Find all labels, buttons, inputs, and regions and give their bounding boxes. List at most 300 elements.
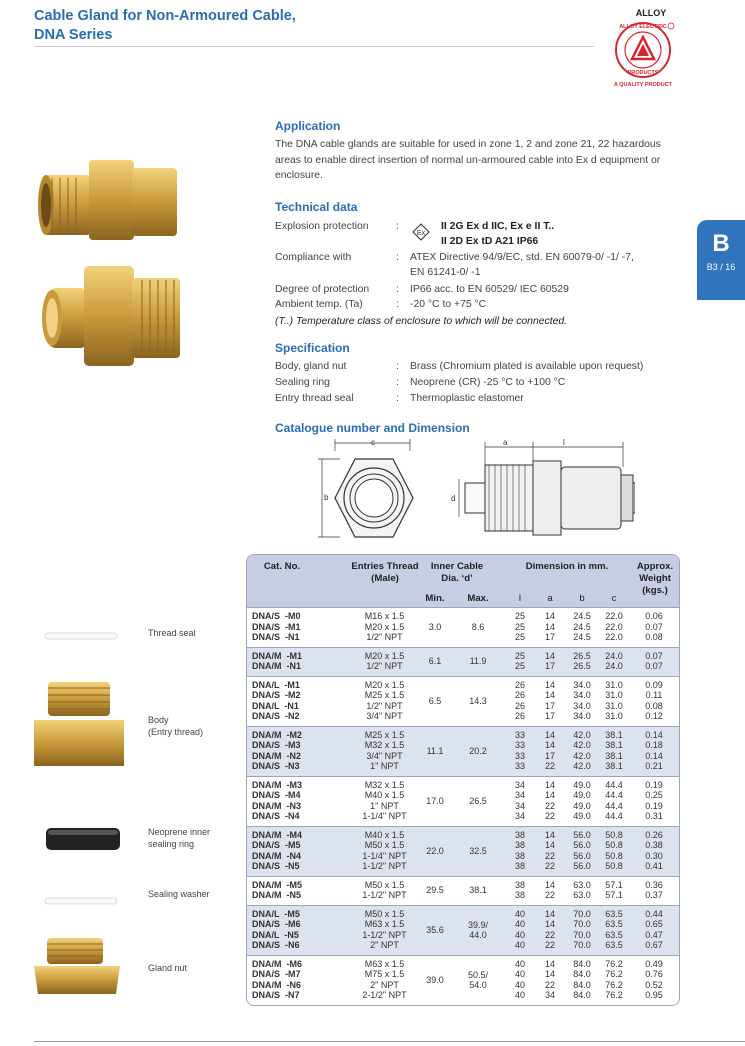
svg-text:Ex: Ex	[416, 230, 426, 237]
weight-cell: 0.41	[645, 861, 663, 871]
thread-cell: 1/2" NPT	[366, 661, 403, 671]
cat-no-cell: DNA/S -M5	[252, 840, 301, 850]
dim-l-cell: 38	[514, 890, 525, 900]
dim-a-cell: 14	[544, 779, 555, 790]
dim-l-cell: 34	[514, 790, 525, 800]
dim-c-cell: 31.0	[605, 711, 623, 721]
header-l: l	[518, 593, 522, 604]
dim-a-cell: 14	[544, 969, 555, 979]
dim-b-cell: 56.0	[573, 850, 591, 861]
seal-value: Thermoplastic elastomer	[410, 393, 524, 404]
table-group	[247, 726, 679, 776]
title-line-1: Cable Gland for Non-Armoured Cable,	[34, 8, 296, 24]
part-label-line: Body	[148, 715, 169, 725]
title-line-2: DNA Series	[34, 27, 113, 43]
dim-c-cell: 44.4	[605, 790, 623, 800]
max-dia-cell: 20.2	[469, 745, 487, 756]
dim-a-cell: 22	[544, 979, 555, 990]
part-label-neoprene	[148, 826, 210, 850]
weight-cell: 0.76	[645, 969, 663, 979]
dim-c-cell: 50.8	[605, 850, 623, 861]
dim-c-cell: 63.5	[605, 940, 623, 950]
dim-c-cell: 50.8	[605, 840, 623, 850]
weight-cell: 0.26	[645, 829, 663, 840]
weight-cell: 0.95	[645, 990, 663, 1000]
dim-c-cell: 22.0	[605, 611, 623, 621]
part-label-line: (Entry thread)	[148, 727, 204, 737]
dim-c-cell: 76.2	[605, 990, 623, 1000]
max-dia-cell-2: 44.0	[469, 929, 487, 940]
sealing-washer-image	[44, 893, 118, 911]
weight-cell: 0.14	[645, 750, 663, 761]
application-line: enclosure.	[275, 170, 323, 181]
cat-no-cell: DNA/S -N6	[252, 940, 300, 950]
colon: :	[396, 252, 399, 263]
weight-cell: 0.14	[645, 729, 663, 740]
thread-cell: 1-1/4" NPT	[362, 850, 407, 861]
dim-label-a: a	[503, 438, 508, 447]
dim-b-cell: 56.0	[573, 829, 591, 840]
thread-cell: M50 x 1.5	[364, 840, 405, 850]
table-row	[247, 761, 679, 772]
dim-l-cell: 26	[514, 690, 525, 700]
max-dia-cell: 26.5	[469, 795, 487, 806]
table-row	[247, 711, 679, 722]
dim-b-cell: 26.5	[573, 661, 591, 671]
dim-c-cell: 22.0	[605, 632, 623, 642]
thread-cell: 2" NPT	[370, 979, 399, 990]
dim-c-cell: 38.1	[605, 729, 623, 740]
header-weight-1: Approx.	[636, 561, 674, 572]
dim-b-cell: 24.5	[573, 632, 591, 642]
table-row	[247, 632, 679, 643]
dim-l-cell: 25	[514, 661, 525, 671]
cat-no-cell: DNA/L -M1	[252, 679, 300, 690]
dim-c-cell: 31.0	[605, 700, 623, 711]
cat-no-cell: DNA/M -N3	[252, 800, 301, 811]
temperature-note: (T..) Temperature class of enclosure to which will be connected.	[275, 316, 568, 327]
dim-c-cell: 38.1	[605, 761, 623, 771]
title-divider	[34, 46, 594, 47]
weight-cell: 0.07	[645, 621, 663, 632]
thread-cell: 1" NPT	[370, 761, 399, 771]
dim-b-cell: 49.0	[573, 790, 591, 800]
dim-b-cell: 24.5	[573, 621, 591, 632]
table-group	[247, 876, 679, 905]
header-max: Max.	[467, 593, 489, 604]
gland-photo-top	[34, 150, 194, 255]
table-group	[247, 647, 679, 676]
table-group	[247, 826, 679, 876]
dim-b-cell: 56.0	[573, 840, 591, 850]
dim-b-cell: 84.0	[573, 990, 591, 1000]
dim-c-cell: 22.0	[605, 621, 623, 632]
dim-l-cell: 26	[514, 679, 525, 690]
dim-a-cell: 34	[544, 990, 555, 1000]
weight-cell: 0.65	[645, 919, 663, 929]
cat-no-cell: DNA/M -M5	[252, 879, 302, 890]
dim-l-cell: 33	[514, 729, 525, 740]
dim-a-cell: 22	[544, 811, 555, 821]
thread-cell: M40 x 1.5	[364, 790, 405, 800]
weight-cell: 0.37	[645, 890, 663, 900]
weight-cell: 0.67	[645, 940, 663, 950]
weight-cell: 0.38	[645, 840, 663, 850]
cat-no-cell: DNA/L -M5	[252, 908, 300, 919]
thread-cell: M20 x 1.5	[364, 650, 405, 661]
table-group	[247, 676, 679, 726]
thread-cell: M25 x 1.5	[364, 729, 405, 740]
thread-cell: M63 x 1.5	[364, 919, 405, 929]
technical-heading: Technical data	[275, 200, 358, 214]
dim-c-cell: 31.0	[605, 679, 623, 690]
dim-l-cell: 26	[514, 700, 525, 711]
dim-b-cell: 34.0	[573, 690, 591, 700]
dim-a-cell: 17	[544, 711, 555, 721]
table-row	[247, 959, 679, 970]
front-view-drawing	[310, 437, 440, 552]
dim-a-cell: 22	[544, 850, 555, 861]
table-header	[247, 555, 679, 607]
thread-cell: 1/2" NPT	[366, 700, 403, 711]
dim-label-b: b	[324, 493, 329, 502]
technical-data-list	[275, 221, 695, 341]
dim-c-cell: 38.1	[605, 740, 623, 750]
dim-b-cell: 63.0	[573, 879, 591, 890]
dim-a-cell: 14	[544, 919, 555, 929]
header-a: a	[547, 593, 553, 604]
dim-b-cell: 84.0	[573, 958, 591, 969]
dim-b-cell: 70.0	[573, 929, 591, 940]
table-row	[247, 730, 679, 741]
weight-cell: 0.49	[645, 958, 663, 969]
thread-cell: 1-1/2" NPT	[362, 890, 407, 900]
cat-no-cell: DNA/M -N2	[252, 750, 301, 761]
table-group	[247, 607, 679, 647]
dim-a-cell: 14	[544, 679, 555, 690]
max-dia-cell: 50.5/	[467, 969, 489, 980]
section-tab-letter: B	[712, 230, 730, 257]
logo-ring-bottom: PRODUCTS	[627, 70, 659, 76]
table-row	[247, 990, 679, 1001]
min-dia-cell: 35.6	[426, 924, 444, 935]
thread-cell: M25 x 1.5	[364, 690, 405, 700]
dim-b-cell: 24.5	[573, 611, 591, 621]
explosion-label: Explosion protection	[275, 221, 369, 232]
dim-c-cell: 57.1	[605, 879, 623, 890]
header-inner-2: Dia. ‘d’	[441, 573, 473, 584]
thread-cell: M50 x 1.5	[364, 908, 405, 919]
application-text	[275, 137, 687, 184]
table-row	[247, 811, 679, 822]
dim-b-cell: 42.0	[573, 740, 591, 750]
min-dia-cell: 6.5	[428, 695, 442, 706]
body-image	[28, 680, 128, 785]
colon: :	[396, 393, 399, 404]
dim-c-cell: 24.0	[605, 661, 623, 671]
logo-ring-top: ALLOY ELECTRIC	[619, 24, 667, 30]
dim-a-cell: 14	[544, 840, 555, 850]
header-weight-3: (kgs.)	[642, 585, 668, 596]
header-thread-2: (Male)	[371, 573, 399, 584]
dim-c-cell: 76.2	[605, 958, 623, 969]
dim-a-cell: 22	[544, 800, 555, 811]
cat-no-cell: DNA/S -M2	[252, 690, 301, 700]
weight-cell: 0.31	[645, 811, 663, 821]
table-row	[247, 830, 679, 841]
thread-cell: M32 x 1.5	[364, 740, 405, 750]
section-tab	[697, 220, 745, 300]
dim-a-cell: 22	[544, 890, 555, 900]
dim-b-cell: 70.0	[573, 940, 591, 950]
weight-cell: 0.19	[645, 779, 663, 790]
cat-no-cell: DNA/S -N1	[252, 632, 300, 642]
max-dia-cell: 38.1	[469, 885, 487, 895]
body-label: Body, gland nut	[275, 361, 347, 372]
thread-cell: M40 x 1.5	[364, 829, 405, 840]
thread-cell: M32 x 1.5	[364, 779, 405, 790]
dim-b-cell: 84.0	[573, 969, 591, 979]
weight-cell: 0.07	[645, 650, 663, 661]
dim-a-cell: 17	[544, 750, 555, 761]
dim-c-cell: 24.0	[605, 650, 623, 661]
cat-no-cell: DNA/S -M0	[252, 611, 301, 621]
ambient-value: -20 °C to +75 °C	[410, 299, 487, 310]
table-group	[247, 905, 679, 955]
dim-a-cell: 22	[544, 761, 555, 771]
dim-l-cell: 38	[514, 829, 525, 840]
dim-a-cell: 22	[544, 929, 555, 940]
dim-c-cell: 63.5	[605, 908, 623, 919]
colon: :	[396, 221, 399, 232]
cat-no-cell: DNA/M -N1	[252, 661, 301, 671]
dim-b-cell: 34.0	[573, 711, 591, 721]
dim-a-cell: 14	[544, 611, 555, 621]
cat-no-cell: DNA/M -M3	[252, 779, 302, 790]
table-group	[247, 776, 679, 826]
dim-b-cell: 42.0	[573, 750, 591, 761]
dim-a-cell: 14	[544, 908, 555, 919]
min-dia-cell: 39.0	[426, 974, 444, 985]
dim-a-cell: 17	[544, 700, 555, 711]
bottom-divider	[34, 1041, 745, 1042]
max-dia-cell: 14.3	[469, 695, 487, 706]
dim-l-cell: 40	[514, 908, 525, 919]
dim-b-cell: 34.0	[573, 700, 591, 711]
side-view-drawing	[445, 437, 635, 552]
cat-no-cell: DNA/S -M3	[252, 740, 301, 750]
dim-l-cell: 40	[514, 969, 525, 979]
ring-value: Neoprene (CR) -25 °C to +100 °C	[410, 377, 566, 388]
dim-a-cell: 17	[544, 661, 555, 671]
dim-l-cell: 40	[514, 940, 525, 950]
dim-a-cell: 14	[544, 740, 555, 750]
dim-b-cell: 26.5	[573, 650, 591, 661]
dim-b-cell: 70.0	[573, 919, 591, 929]
weight-cell: 0.06	[645, 611, 663, 621]
cat-no-cell: DNA/L -N1	[252, 700, 299, 711]
cat-no-cell: DNA/S -M4	[252, 790, 301, 800]
thread-cell: 3/4" NPT	[366, 750, 403, 761]
dim-a-cell: 17	[544, 632, 555, 642]
max-dia-cell-2: 54.0	[469, 979, 487, 990]
neoprene-ring-image	[45, 826, 121, 857]
part-label-thread-seal: Thread seal	[148, 628, 196, 638]
header-cat-no: Cat. No.	[263, 561, 301, 572]
dim-l-cell: 38	[514, 850, 525, 861]
weight-cell: 0.47	[645, 929, 663, 940]
dim-b-cell: 49.0	[573, 811, 591, 821]
part-label-sealing-washer: Sealing washer	[148, 889, 210, 899]
specification-heading: Specification	[275, 341, 350, 355]
page-title	[34, 7, 296, 45]
table-row	[247, 680, 679, 691]
dim-b-cell: 42.0	[573, 729, 591, 740]
dim-c-cell: 76.2	[605, 979, 623, 990]
dim-l-cell: 38	[514, 861, 525, 871]
weight-cell: 0.21	[645, 761, 663, 771]
weight-cell: 0.12	[645, 711, 663, 721]
dim-b-cell: 84.0	[573, 979, 591, 990]
body-value: Brass (Chromium plated is available upon request)	[410, 361, 644, 372]
dim-label-d: d	[451, 494, 456, 503]
thread-cell: 2" NPT	[370, 940, 399, 950]
application-line: areas to enable direct insertion of normal un-armoured cable into Ex d equipment or	[275, 154, 661, 166]
table-row	[247, 861, 679, 872]
thread-cell: 3/4" NPT	[366, 711, 403, 721]
max-dia-cell: 11.9	[469, 656, 487, 666]
dim-l-cell: 40	[514, 958, 525, 969]
header-min: Min.	[425, 593, 445, 604]
dim-c-cell: 63.5	[605, 919, 623, 929]
weight-cell: 0.25	[645, 790, 663, 800]
cat-no-cell: DNA/S -M6	[252, 919, 301, 929]
cat-no-cell: DNA/M -M1	[252, 650, 302, 661]
cat-no-cell: DNA/M -N6	[252, 979, 301, 990]
dim-a-cell: 14	[544, 829, 555, 840]
min-dia-cell: 22.0	[426, 845, 444, 856]
colon: :	[396, 361, 399, 372]
colon: :	[396, 377, 399, 388]
dim-a-cell: 14	[544, 621, 555, 632]
dim-c-cell: 38.1	[605, 750, 623, 761]
cat-no-cell: DNA/S -N3	[252, 761, 300, 771]
specification-list	[275, 361, 695, 411]
thread-cell: 1-1/2" NPT	[362, 861, 407, 871]
max-dia-cell: 39.9/	[467, 919, 489, 930]
cat-no-cell: DNA/S -M1	[252, 621, 301, 632]
header-inner-1: Inner Cable	[430, 561, 484, 572]
part-label-line: Neoprene inner	[148, 827, 211, 837]
catalogue-table	[246, 554, 680, 1006]
dim-c-cell: 50.8	[605, 829, 623, 840]
compliance-label: Compliance with	[275, 252, 352, 263]
dim-l-cell: 38	[514, 879, 525, 890]
table-row	[247, 909, 679, 920]
thread-cell: M20 x 1.5	[364, 679, 405, 690]
dim-b-cell: 56.0	[573, 861, 591, 871]
cat-no-cell: DNA/L -N5	[252, 929, 299, 940]
catalogue-heading: Catalogue number and Dimension	[275, 421, 470, 435]
thread-cell: 1-1/2" NPT	[362, 929, 407, 940]
seal-label: Entry thread seal	[275, 393, 354, 404]
dim-l-cell: 25	[514, 621, 525, 632]
weight-cell: 0.09	[645, 679, 663, 690]
cat-no-cell: DNA/S -N2	[252, 711, 300, 721]
table-group	[247, 955, 679, 1005]
dim-l-cell: 33	[514, 750, 525, 761]
dim-a-cell: 22	[544, 940, 555, 950]
weight-cell: 0.36	[645, 879, 663, 890]
dim-b-cell: 42.0	[573, 761, 591, 771]
thread-seal-image	[44, 628, 118, 646]
thread-cell: 1-1/4" NPT	[362, 811, 407, 821]
dim-l-cell: 33	[514, 740, 525, 750]
header-dimension: Dimension in mm.	[525, 561, 609, 572]
dim-c-cell: 44.4	[605, 779, 623, 790]
thread-cell: 1/2" NPT	[366, 632, 403, 642]
dim-c-cell: 50.8	[605, 861, 623, 871]
dim-c-cell: 31.0	[605, 690, 623, 700]
cat-no-cell: DNA/M -M2	[252, 729, 302, 740]
dim-a-cell: 14	[544, 690, 555, 700]
dim-a-cell: 14	[544, 879, 555, 890]
dim-l-cell: 40	[514, 919, 525, 929]
dim-l-cell: 25	[514, 650, 525, 661]
ex-mark-icon	[412, 223, 430, 241]
weight-cell: 0.08	[645, 632, 663, 642]
dim-b-cell: 34.0	[573, 679, 591, 690]
thread-cell: M63 x 1.5	[364, 958, 405, 969]
ring-label: Sealing ring	[275, 377, 330, 388]
dim-l-cell: 26	[514, 711, 525, 721]
header-b: b	[579, 593, 585, 604]
dim-a-cell: 22	[544, 861, 555, 871]
dim-c-cell: 63.5	[605, 929, 623, 940]
dim-l-cell: 40	[514, 990, 525, 1000]
min-dia-cell: 11.1	[426, 745, 444, 756]
compliance-value-1: ATEX Directive 94/9/EC, std. EN 60079-0/ -1/ -7,	[410, 252, 634, 263]
dim-l-cell: 34	[514, 800, 525, 811]
weight-cell: 0.07	[645, 661, 663, 671]
table-row	[247, 940, 679, 951]
thread-cell: M50 x 1.5	[364, 879, 405, 890]
colon: :	[396, 284, 399, 295]
dim-l-cell: 25	[514, 632, 525, 642]
weight-cell: 0.08	[645, 700, 663, 711]
logo-brand-text: ALLOY	[635, 8, 667, 18]
colon: :	[396, 299, 399, 310]
dim-a-cell: 14	[544, 958, 555, 969]
alloy-logo	[605, 6, 681, 88]
header-weight-2: Weight	[639, 573, 671, 584]
section-tab-page: B3 / 16	[706, 262, 736, 272]
max-dia-cell: 8.6	[471, 621, 485, 632]
dim-c-cell: 44.4	[605, 811, 623, 821]
dim-l-cell: 34	[514, 779, 525, 790]
dim-c-cell: 44.4	[605, 800, 623, 811]
min-dia-cell: 17.0	[426, 795, 444, 806]
cat-no-cell: DNA/M -N4	[252, 850, 301, 861]
gland-nut-image	[32, 936, 122, 1001]
weight-cell: 0.30	[645, 850, 663, 861]
weight-cell: 0.19	[645, 800, 663, 811]
cat-no-cell: DNA/S -N7	[252, 990, 300, 1000]
thread-cell: M16 x 1.5	[364, 611, 405, 621]
part-label-line: sealing ring	[148, 839, 195, 849]
dim-label-c: c	[371, 438, 375, 447]
thread-cell: 1" NPT	[370, 800, 399, 811]
